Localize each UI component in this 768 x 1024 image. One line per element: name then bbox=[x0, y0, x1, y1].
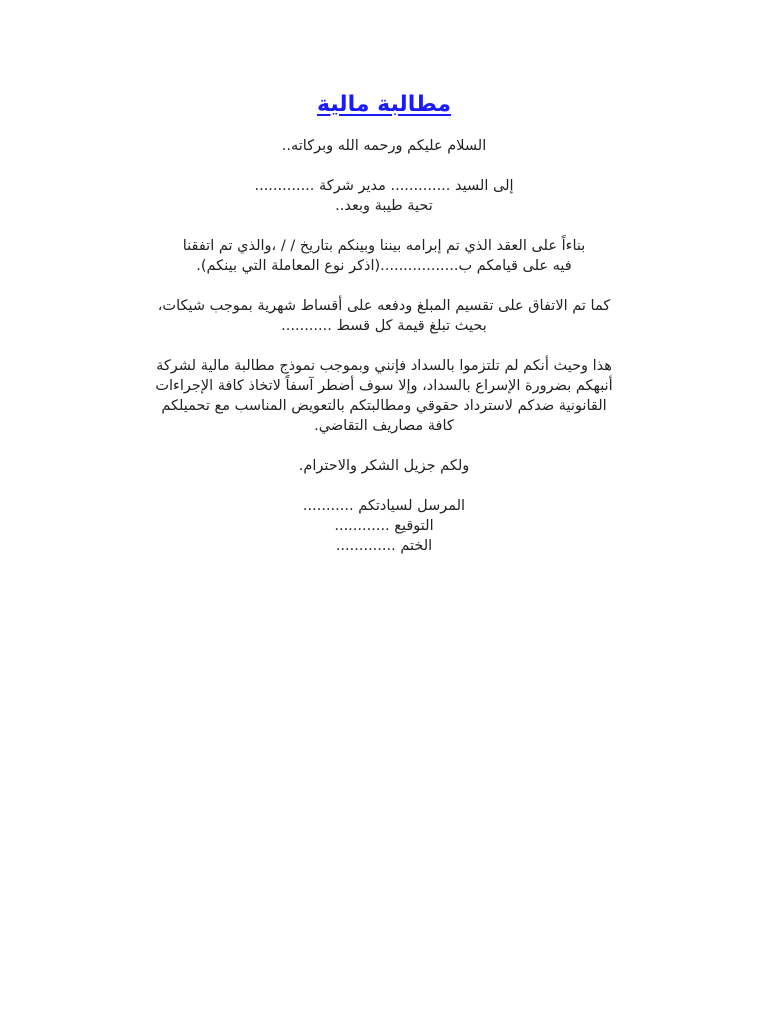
paragraph-line: القانونية ضدكم لاسترداد حقوقي ومطالبتكم بالتعويض المناسب مع تحميلكم bbox=[161, 398, 607, 414]
agreement-paragraph bbox=[110, 236, 658, 276]
paragraph-line: كما تم الاتفاق على تقسيم المبلغ ودفعه على أقساط شهرية بموجب شيكات، bbox=[157, 298, 611, 314]
closing-line: ولكم جزيل الشكر والاحترام. bbox=[298, 458, 470, 474]
greeting-line: السلام عليكم ورحمه الله وبركاته.. bbox=[281, 138, 487, 154]
sender-line: المرسل لسيادتكم ........... bbox=[302, 498, 466, 514]
paragraph-line: بحيث تبلغ قيمة كل قسط ........... bbox=[281, 318, 487, 334]
document-title[interactable]: مطالبة مالية bbox=[316, 92, 452, 117]
paragraph-line: أنبهكم بضرورة الإسراع بالسداد، وإلا سوف أضطر آسفاً لاتخاذ كافة الإجراءات bbox=[155, 378, 613, 394]
recipient-line: إلى السيد ............. مدير شركة ............. bbox=[254, 178, 514, 194]
letter-page bbox=[110, 88, 658, 556]
greeting bbox=[110, 136, 658, 156]
signature-block bbox=[110, 496, 658, 556]
paragraph-line: كافة مصاريف التقاضي. bbox=[314, 418, 454, 434]
paragraph-line: فيه على قيامكم ب.................(اذكر نوع المعاملة التي بينكم). bbox=[196, 258, 572, 274]
address-block bbox=[110, 176, 658, 216]
paragraph-line: بناءاً على العقد الذي تم إبرامه بيننا وبينكم بتاريخ / / ،والذي تم اتفقنا bbox=[182, 238, 586, 254]
installments-paragraph bbox=[110, 296, 658, 336]
signature-line: التوقيع ............ bbox=[334, 518, 434, 534]
stamp-line: الختم ............. bbox=[335, 538, 433, 554]
salutation-line: تحية طيبة وبعد.. bbox=[335, 198, 433, 214]
demand-paragraph bbox=[110, 356, 658, 436]
closing bbox=[110, 456, 658, 476]
paragraph-line: هذا وحيث أنكم لم تلتزموا بالسداد فإنني وبموجب نموذج مطالبة مالية لشركة bbox=[156, 358, 612, 374]
